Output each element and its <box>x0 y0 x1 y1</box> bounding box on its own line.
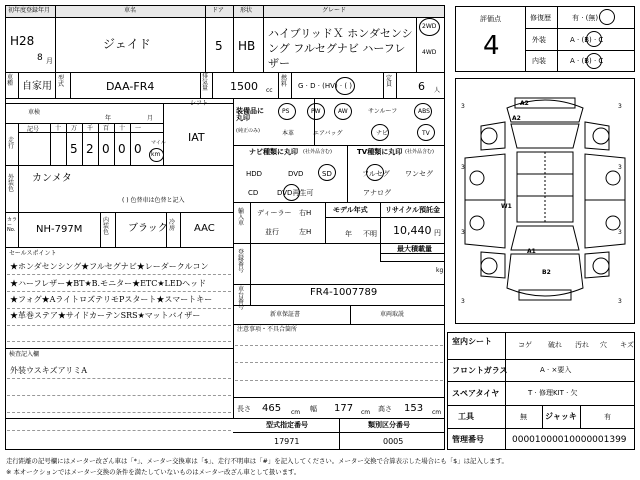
drive-4wd: 4WD <box>422 49 437 56</box>
inspection-label: 車検 <box>28 109 41 116</box>
yen-unit: 円 <box>434 229 441 237</box>
exterior-label: 外装色 <box>8 174 15 193</box>
reg-year-label: 初年度登録年月 <box>8 7 51 14</box>
height-value: 153 <box>404 403 424 414</box>
exterior-rating-label: 外装 <box>532 36 546 44</box>
reg-month: 8 <box>37 53 43 63</box>
model-label: 型式 <box>58 75 65 88</box>
navi-option: DVD <box>288 170 304 178</box>
interior-label: 内装色 <box>103 217 110 236</box>
corner-number: 3 <box>618 229 622 236</box>
equipment-item: ABS <box>418 108 430 115</box>
spare-options: T · 修理KIT · 欠 <box>528 389 578 397</box>
chassis-label: 車台番号 <box>238 286 245 311</box>
km-label: km <box>151 151 161 158</box>
cc-unit: cc <box>266 87 273 94</box>
equipment-circle <box>414 103 432 120</box>
inspection-month: 月 <box>147 115 154 122</box>
equipment-item: ナビ <box>376 130 389 137</box>
seat-option: 汚れ <box>575 341 589 349</box>
shape-label: 形状 <box>240 7 253 14</box>
glass-label: フロントガラス <box>452 366 508 375</box>
shape-value: HB <box>238 39 256 53</box>
import-dealer: ディーラー <box>257 209 292 217</box>
navi-sd-circle <box>318 164 336 181</box>
kg-unit: kg <box>436 267 444 274</box>
door-value: 5 <box>215 39 223 53</box>
seat-option: 穴 <box>600 341 607 349</box>
equipment-item: 本革 <box>282 130 295 137</box>
max-load-label: 最大積載量 <box>397 245 432 253</box>
month-unit: 月 <box>46 57 53 65</box>
fuel-options: G · D · (HV) · ( ) <box>298 82 353 90</box>
model-year-label: モデル年式 <box>333 206 368 214</box>
color-no-value: NH-797M <box>36 224 83 235</box>
car-diagram <box>455 78 635 324</box>
score-value: 4 <box>483 31 500 61</box>
odo-digit-label: 千 <box>87 125 94 132</box>
repair-label: 修復歴 <box>530 14 551 22</box>
seat-label: 室内シート <box>452 337 492 346</box>
tv-note: (社外品含む) <box>405 149 434 155</box>
seat-option: キズ <box>620 341 634 349</box>
odo-digit: 0 <box>102 142 110 156</box>
interior-rating-options: A · (B) · C <box>570 57 604 65</box>
equipment-circle <box>307 103 325 120</box>
ac-label: 冷房 <box>169 219 176 232</box>
equipment-item: PS <box>282 108 290 115</box>
fuel-label: 燃料 <box>281 75 288 88</box>
interior-value: ブラック <box>128 223 168 234</box>
jack-value: 有 <box>604 413 611 421</box>
seat-option: 破れ <box>548 341 562 349</box>
footer-line-1: 走行距離の記号欄にはメーター改ざん車は「*」、メーター交換車は「$」、走行不明車は「#」を記入してください。メーター交換で合算表示した場合にも「$」は記入します。 <box>6 457 508 465</box>
damage-mark: A1 <box>527 248 536 255</box>
car-type-value: 自家用 <box>22 81 52 92</box>
cert-value: 17971 <box>274 437 300 446</box>
model-year-unknown: 不明 <box>363 230 377 238</box>
tv-option: アナログ <box>363 189 391 197</box>
equipment-item: TV <box>422 130 430 137</box>
equipment-subtitle: (純正のみ) <box>236 128 260 134</box>
tv-title: TV種類に丸印 <box>357 148 403 156</box>
odo-sub-label: 記号 <box>27 126 40 133</box>
sales-point-label: セールスポイント <box>9 250 57 257</box>
equipment-title: 装備品に丸印 <box>236 107 264 122</box>
tv-option: フルセグ <box>362 170 390 178</box>
sales-line-3: ★フォグ★AライトロズテリモPスタート★スマートキー <box>10 295 213 304</box>
height-label: 高さ <box>378 405 392 413</box>
navi-option: DVD再生可 <box>277 189 314 197</box>
car-type-label: 車種 <box>7 74 14 87</box>
tv-fullseg-circle <box>366 164 384 181</box>
corner-number: 3 <box>461 164 465 171</box>
damage-mark: B2 <box>542 269 551 276</box>
odo-digit-label: 百 <box>103 125 110 132</box>
reg-num-label: 登録番号 <box>238 249 245 274</box>
model-year-unit: 年 <box>345 230 352 238</box>
equipment-item: エアバッグ <box>313 130 343 137</box>
recycle-label: リサイクル預託金 <box>385 206 441 214</box>
displacement-label: 排気量 <box>202 73 209 92</box>
navi-option: SD <box>322 170 332 178</box>
odo-digit-label: 万 <box>71 125 78 132</box>
import-parallel: 並行 <box>265 228 279 236</box>
mgmt-label: 管理番号 <box>452 435 484 444</box>
height-cm: cm <box>432 409 442 416</box>
shift-label: シフト <box>190 100 209 107</box>
navi-option: HDD <box>246 170 263 178</box>
corner-number: 3 <box>618 298 622 305</box>
length-label: 長さ <box>237 405 251 413</box>
shift-value: IAT <box>188 131 205 144</box>
odo-digit: 2 <box>86 142 94 156</box>
car-name-value: ジェイド <box>103 37 151 51</box>
odo-digit: 0 <box>134 142 142 156</box>
glass-options: A · ×要入 <box>540 366 572 374</box>
equipment-item: サンルーフ <box>368 108 398 115</box>
grade-label: グレード <box>322 7 347 14</box>
spare-label: スペアタイヤ <box>452 389 500 398</box>
odo-digit-label: 十 <box>55 125 62 132</box>
corner-number: 3 <box>618 164 622 171</box>
fuel-hv-circle <box>335 77 355 95</box>
odo-digit: 0 <box>118 142 126 156</box>
class-value: 0005 <box>383 437 404 446</box>
damage-mark: W1 <box>501 203 512 210</box>
displacement-value: 1500 <box>230 80 258 93</box>
warranty-label: 新車保証書 <box>270 311 301 318</box>
repair-none-circle <box>599 9 615 25</box>
caution-label: 注意事項・不具合箇所 <box>237 326 298 333</box>
equipment-circle <box>334 103 352 120</box>
recycle-value: 10,440 <box>393 224 432 237</box>
equipment-item: AW <box>338 108 348 115</box>
tools-label: 工具 <box>458 412 474 421</box>
damage-mark: A2 <box>512 115 521 122</box>
seat-option: コゲ <box>518 341 532 349</box>
inspection-year: 年 <box>105 115 112 122</box>
car-name-label: 車名 <box>124 7 137 14</box>
sales-line-1: ★ホンダセンシング★フルセグナビ★レーダークルコン <box>10 262 209 271</box>
grade-value: ハイブリッドＸ ホンダセンシング フルセグナビ ハーフレザー <box>268 27 413 70</box>
corner-number: 3 <box>618 103 622 110</box>
odo-digit-label: 一 <box>135 125 142 132</box>
odo-label: 走行 <box>8 137 15 150</box>
ac-value: AAC <box>194 223 215 234</box>
inspector-label: 検査記入欄 <box>9 351 40 358</box>
exterior-note: ( ) 色替車は色替と記入 <box>122 197 185 204</box>
sales-line-4: ★革巻ステア★サイドカーテンSRS★マットバイザー <box>10 311 201 320</box>
width-value: 177 <box>334 403 354 414</box>
cert-label: 型式指定番号 <box>266 421 308 429</box>
equipment-item: PW <box>311 108 321 115</box>
color-no-label: カラーNo. <box>7 217 18 233</box>
drive-2wd: 2WD <box>422 23 437 30</box>
chassis-value: FR4-1007789 <box>310 287 378 298</box>
navi-option: CD <box>248 189 259 197</box>
tools-value: 無 <box>520 413 527 421</box>
mgmt-value: 00001000010000001399 <box>512 435 627 445</box>
exterior-value: カンメタ <box>32 173 72 184</box>
person-unit: 人 <box>434 87 441 94</box>
length-value: 465 <box>262 403 282 414</box>
width-cm: cm <box>361 409 371 416</box>
jack-label: ジャッキ <box>545 412 577 421</box>
mile-label: マイル <box>151 140 166 146</box>
capacity-label: 定員 <box>386 75 393 88</box>
equipment-circle <box>371 124 389 141</box>
navi-title: ナビ種類に丸印 <box>249 148 298 156</box>
damage-mark: A2 <box>520 100 529 107</box>
manual-label: 車両取説 <box>380 311 405 318</box>
exterior-b-circle <box>586 31 602 47</box>
score-label: 評価点 <box>480 15 501 23</box>
odo-digit-label: 十 <box>119 125 126 132</box>
odo-digit: 5 <box>70 142 78 156</box>
model-value: DAA-FR4 <box>106 80 155 93</box>
length-cm: cm <box>291 409 301 416</box>
equipment-circle <box>417 124 435 141</box>
class-label: 類別区分番号 <box>368 421 410 429</box>
sales-line-2: ★ハーフレザー★BT★B.モニター★ETC★LEDヘッド <box>10 279 207 288</box>
interior-b-circle <box>586 53 602 69</box>
reg-era: H28 <box>10 34 35 48</box>
import-right: 右H <box>299 209 312 217</box>
tv-option: ワンセグ <box>405 170 433 178</box>
interior-rating-label: 内装 <box>532 57 546 65</box>
footer-line-2: ※ 本オークションではメーター交換の条件を満たしていないものはメーター改ざん車として扱います。 <box>6 468 301 476</box>
door-label: ドア <box>212 7 224 14</box>
import-left: 左H <box>299 228 312 236</box>
navi-dvdplay-circle <box>283 184 300 201</box>
capacity-value: 6 <box>418 80 425 93</box>
corner-number: 3 <box>461 229 465 236</box>
repair-options: 有 · (無) <box>572 14 599 22</box>
import-label: 輸入車 <box>238 208 245 227</box>
inspector-text: 外装ウスキズアリミA <box>10 366 88 375</box>
navi-note: (社外品含む) <box>303 149 332 155</box>
exterior-rating-options: A · (B) · C <box>570 36 604 44</box>
corner-number: 3 <box>461 103 465 110</box>
width-label: 幅 <box>310 405 317 413</box>
corner-number: 3 <box>461 298 465 305</box>
equipment-circle <box>278 103 296 120</box>
